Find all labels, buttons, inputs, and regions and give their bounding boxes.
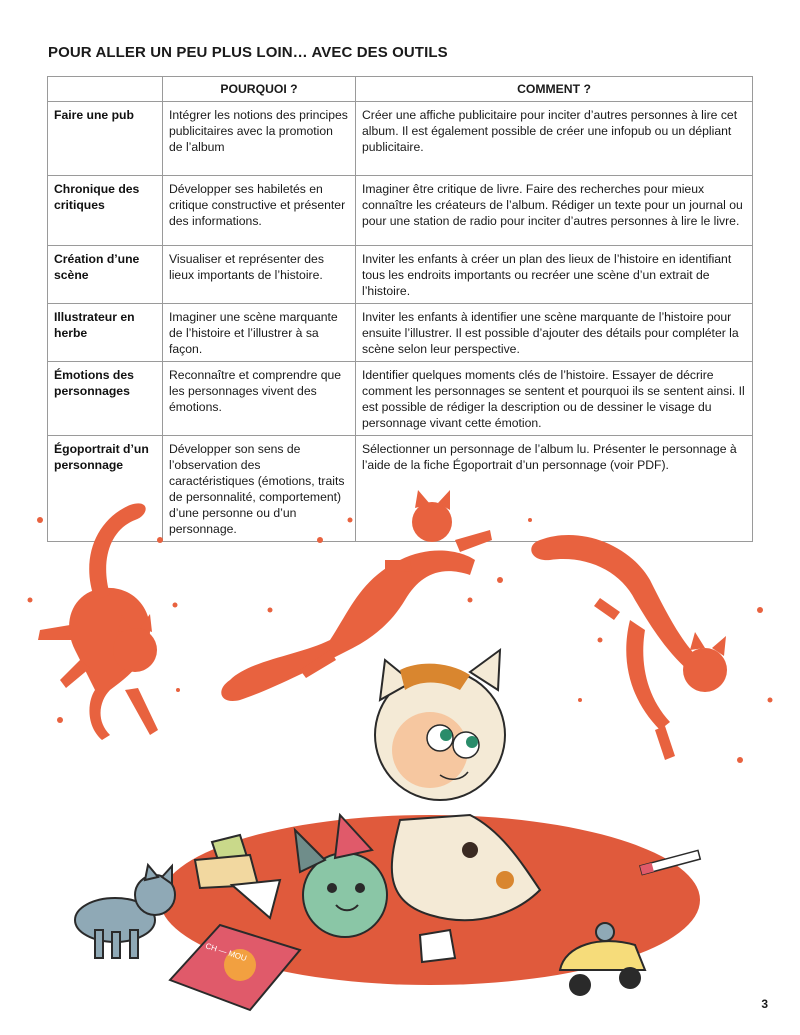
row-why: Visualiser et représenter des lieux importants de l’histoire. (163, 246, 356, 304)
row-why: Développer son sens de l’observation des caractéristiques (émotions, traits de personnalité, comportement) d’une personne ou d’un personnage. (163, 436, 356, 542)
row-label: Émotions des personnages (48, 362, 163, 436)
cat-illustration-right (531, 535, 772, 763)
row-how: Identifier quelques moments clés de l’histoire. Essayer de décrire comment les personnages se sentent et pourquoi ils se sentent ainsi. Il est possible de rédiger la description ou de dessiner le visage du personnage vivant cette émotion. (356, 362, 753, 436)
row-how: Sélectionner un personnage de l’album lu. Présenter le personnage à l’aide de la fiche Égoportrait d’un personnage (voir PDF). (356, 436, 753, 542)
tools-table (47, 76, 753, 542)
header-empty (48, 77, 163, 102)
table-row (48, 304, 753, 362)
row-why: Développer ses habiletés en critique constructive et présenter des informations. (163, 176, 356, 246)
row-how: Créer une affiche publicitaire pour inciter d’autres personnes à lire cet album. Il est également possible de créer une infopub ou un dépliant publicitaire. (356, 102, 753, 176)
cat-illustration-left (28, 503, 181, 740)
header-why: POURQUOI ? (163, 77, 356, 102)
page-heading: POUR ALLER UN PEU PLUS LOIN… AVEC DES OUTILS (48, 44, 448, 61)
row-why: Imaginer une scène marquante de l’histoire et l’illustrer à sa façon. (163, 304, 356, 362)
row-label: Création d’une scène (48, 246, 163, 304)
row-how: Imaginer être critique de livre. Faire des recherches pour mieux connaître les créateurs de l’album. Rédiger un texte pour un journal ou pour une station de radio pour inciter d’autres personnes à lire le livre. (356, 176, 753, 246)
row-how: Inviter les enfants à identifier une scène marquante de l’histoire pour ensuite l’illustrer. Il est possible d’ajouter des détails pour compléter la scène selon leur perspective. (356, 304, 753, 362)
row-label: Faire une pub (48, 102, 163, 176)
row-why: Intégrer les notions des principes publicitaires avec la promotion de l’album (163, 102, 356, 176)
child-in-cat-costume (375, 650, 540, 920)
page-number: 3 (761, 997, 768, 1011)
table-header-row (48, 77, 753, 102)
table-row (48, 246, 753, 304)
table-row (48, 102, 753, 176)
header-how: COMMENT ? (356, 77, 753, 102)
row-label: Chronique des critiques (48, 176, 163, 246)
row-label: Égoportrait d’un personnage (48, 436, 163, 542)
illustration (0, 480, 800, 1020)
row-why: Reconnaître et comprendre que les personnages vivent des émotions. (163, 362, 356, 436)
row-label: Illustrateur en herbe (48, 304, 163, 362)
table-row (48, 176, 753, 246)
table-row (48, 362, 753, 436)
book-cover-title: CH — MOU (204, 941, 248, 964)
stuffed-cat-toy (75, 865, 175, 958)
row-how: Inviter les enfants à créer un plan des lieux de l’histoire en identifiant tous les endroits importants ou recréer une scène d’un extrait de l’histoire. (356, 246, 753, 304)
